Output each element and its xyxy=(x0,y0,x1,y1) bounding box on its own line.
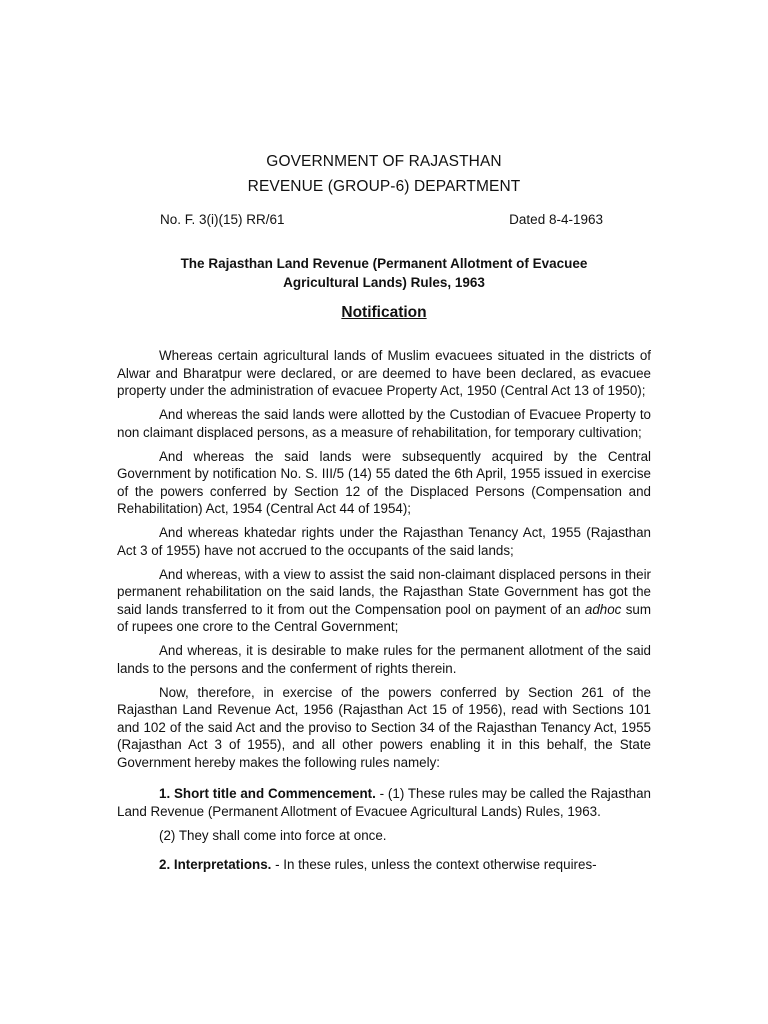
paragraph-whereas-6: And whereas, it is desirable to make rules for the permanent allotment of the said lands to the persons and the conferment of rights therein. xyxy=(117,643,651,676)
paragraph-5-start: And whereas, with a view to assist the said non-claimant displaced persons in their permanent rehabilitation on the said lands, the Rajasthan State Government has got the said lands transferred to it from out the Compensation pool on payment of an xyxy=(117,566,651,617)
paragraph-whereas-5 xyxy=(117,566,651,636)
header-government: GOVERNMENT OF RAJASTHAN xyxy=(266,153,502,170)
rule-1-subrule-2: (2) They shall come into force at once. xyxy=(159,827,387,843)
paragraph-whereas-3: And whereas the said lands were subsequently acquired by the Central Government by notification No. S. III/5 (14) 55 dated the 6th April, 1955 issued in exercise of the powers conferred by Section 12 of the Displaced Persons (Compensation and Rehabilitation) Act, 1954 (Central Act 44 of 1954); xyxy=(117,448,651,516)
paragraph-5-end: sum of rupees one crore to the Central Government; xyxy=(117,601,651,634)
rules-title-line-1: The Rajasthan Land Revenue (Permanent Allotment of Evacuee xyxy=(180,256,588,271)
rule-1-heading: 1. Short title and Commencement. xyxy=(159,786,376,801)
rule-1-text: - (1) These rules may be called the Rajasthan Land Revenue (Permanent Allotment of Evacuee Agricultural Lands) Rules, 1963. xyxy=(117,786,651,819)
header-department: REVENUE (GROUP-6) DEPARTMENT xyxy=(247,178,521,195)
file-number: No. F. 3(i)(15) RR/61 xyxy=(160,212,285,227)
paragraph-whereas-1: Whereas certain agricultural lands of Muslim evacuees situated in the districts of Alwar and Bharatpur were declared, or are deemed to have been declared, as evacuee property under the administration of evacuee Property Act, 1950 (Central Act 13 of 1950); xyxy=(117,348,651,398)
notification-date: Dated 8-4-1963 xyxy=(509,212,603,227)
document-body xyxy=(117,347,651,880)
notification-heading: Notification xyxy=(341,304,427,321)
paragraph-whereas-2: And whereas the said lands were allotted by the Custodian of Evacuee Property to non claimant displaced persons, as a measure of rehabilitation, for temporary cultivation; xyxy=(117,407,651,440)
rule-2 xyxy=(117,856,651,874)
rules-title xyxy=(118,254,650,292)
paragraph-whereas-4: And whereas khatedar rights under the Rajasthan Tenancy Act, 1955 (Rajasthan Act 3 of 1955) have not accrued to the occupants of the said lands; xyxy=(117,525,651,558)
rules-title-line-2: Agricultural Lands) Rules, 1963 xyxy=(283,275,485,290)
paragraph-5-italic: adhoc xyxy=(584,601,622,617)
rule-2-text: - In these rules, unless the context otherwise requires- xyxy=(271,857,597,872)
rule-1 xyxy=(117,785,651,820)
rule-2-heading: 2. Interpretations. xyxy=(159,857,272,872)
paragraph-now-therefore: Now, therefore, in exercise of the powers conferred by Section 261 of the Rajasthan Land Revenue Act, 1956 (Rajasthan Act 15 of 1956), read with Sections 101 and 102 of the said Act and the proviso to Section 34 of the Rajasthan Tenancy Act, 1955 (Rajasthan Act 3 of 1955), and all other powers enabling it in this behalf, the State Government hereby makes the following rules namely: xyxy=(117,684,651,770)
